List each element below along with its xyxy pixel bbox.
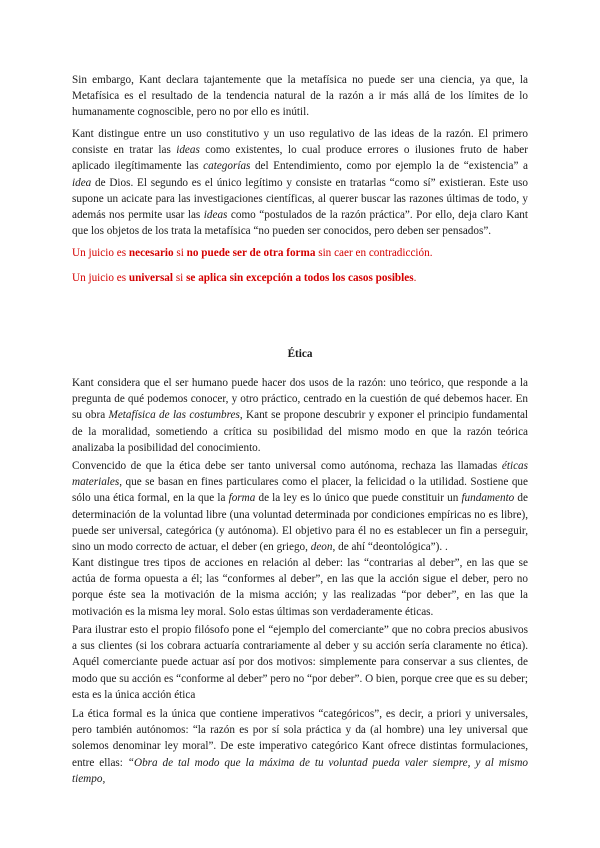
paragraph-categorical-imperative <box>72 706 528 787</box>
text-run: , de ahí “deontológica”). . <box>332 541 448 554</box>
definition-necessary <box>72 245 528 261</box>
text-run: La ética formal es la única que contiene imperativos “categóricos”, es decir, a priori y universales, pero también autónomos: “la razón es por sí sola práctica y da (al hombre) una ley universal que solemos denominar ley moral”. De este imperativo categórico Kant ofrece distintas formulaciones, entre ellas: <box>72 708 528 769</box>
text-run: de determinación de la voluntad libre (una voluntad determinada por condiciones empíricas no es libre), puede ser universal, categórica (y autónoma). El objetivo para él no es establecer un fin a perseguir, sino un modo correcto de actuar, el deber (en griego, <box>72 492 528 554</box>
text-run: Convencido de que la ética debe ser tanto universal como autónoma, rechaza las llamadas <box>72 460 502 472</box>
italic-term: ideas <box>176 144 200 157</box>
section-title: Ética <box>287 348 313 360</box>
bold-term: universal <box>128 272 174 284</box>
italic-term: idea <box>72 176 92 189</box>
text-run: si <box>173 247 187 259</box>
text-run: Un juicio es <box>72 247 129 259</box>
text-run: Kant distingue entre un uso constitutivo y un uso regulativo de las ideas de la razón. El primero consiste en tratar las <box>72 128 528 157</box>
text-run: de la ley es lo único que puede constituir un <box>255 492 462 505</box>
text-run: . <box>413 272 417 284</box>
text-run: , que se basan en fines particulares como el placer, la felicidad o la utilidad. Sostiene que sólo una ética formal, en la que la <box>72 476 528 505</box>
paragraph-merchant-example: Para ilustrar esto el propio filósofo pone el “ejemplo del comerciante” que no cobra precios abusivos a sus clientes (si los cobrara actuaría contrariamente al deber y su acción sería claramente no ética). Aquél comerciante puede actuar así por dos motivos: simplemente para conservar a sus clientes, de modo que su acción es “conforme al deber” pero no “por deber”. O bien, porque cree que es su deber; esta es la única acción ética <box>72 624 528 701</box>
italic-term: fundamento <box>461 492 515 505</box>
italic-term: deon <box>310 541 333 554</box>
text-run: como existentes, lo cual produce errores o ilusiones fruto de haber aplicado ilegítimamente las <box>72 144 528 173</box>
text-run: sin caer en contradicción. <box>315 247 433 259</box>
text-run: Un juicio es <box>72 272 129 284</box>
paragraph-ideas-use <box>72 126 528 239</box>
italic-term: ideas <box>203 209 228 222</box>
italic-quote: “Obra de tal modo que la máxima de tu voluntad pueda valer siempre, y al mismo tiempo, <box>72 756 528 785</box>
italic-term: categorías <box>203 160 251 173</box>
text-run: , Kant se propone descubrir y exponer el principio fundamental de la moralidad, sometiendo a crítica su posibilidad del mismo modo en que la razón teórica analizaba la posibilidad del conocimiento. <box>72 409 529 454</box>
text-run: si <box>173 272 187 284</box>
paragraph-formal-ethics <box>72 458 528 555</box>
text-run: Kant considera que el ser humano puede hacer dos usos de la razón: uno teórico, que responde a la pregunta de qué podemos conocer, y otro práctico, centrado en la cuestión de qué debemos hacer. En su obra <box>72 377 528 422</box>
italic-term: forma <box>228 492 256 505</box>
bold-term: se aplica sin excepción a todos los casos posibles <box>186 272 414 284</box>
paragraph-metaphysics: Sin embargo, Kant declara tajantemente que la metafísica no puede ser una ciencia, ya que, la Metafísica es el resultado de la tendencia natural de la razón a ir más allá de los límites de lo humanamente cognoscible, pero no por ello es inútil. <box>72 74 528 119</box>
bold-term: necesario <box>128 247 174 259</box>
text-run: como “postulados de la razón práctica”. Por ello, deja claro Kant que los objetos de los trata la metafísica “no pueden ser conocidos, pero deben ser pensados”. <box>72 209 529 238</box>
text-run: del Entendimiento, como por ejemplo la de “existencia” a <box>250 160 528 173</box>
paragraph-two-uses <box>72 375 528 456</box>
bold-term: no puede ser de otra forma <box>186 247 316 259</box>
definition-universal <box>72 270 528 286</box>
italic-term: Metafísica de las costumbres <box>108 409 240 422</box>
paragraph-action-types: Kant distingue tres tipos de acciones en relación al deber: las “contrarias al deber”, en las que se actúa de forma opuesta a él; las “conformes al deber”, en las que la acción sigue el deber, pero no porque éste sea la motivación de la misma acción; y las realizadas “por deber”, en las que la motivación es la misma ley moral. Solo estas últimas son verdaderamente éticas. <box>72 557 528 618</box>
text-run: de Dios. El segundo es el único legítimo y consiste en tratarlas “como sí” existieran. Este uso supone un acicate para las investigaciones científicas, al querer buscar las razones últimas de todo, y además nos permite usar las <box>72 176 528 222</box>
italic-term: éticas materiales <box>72 460 528 489</box>
